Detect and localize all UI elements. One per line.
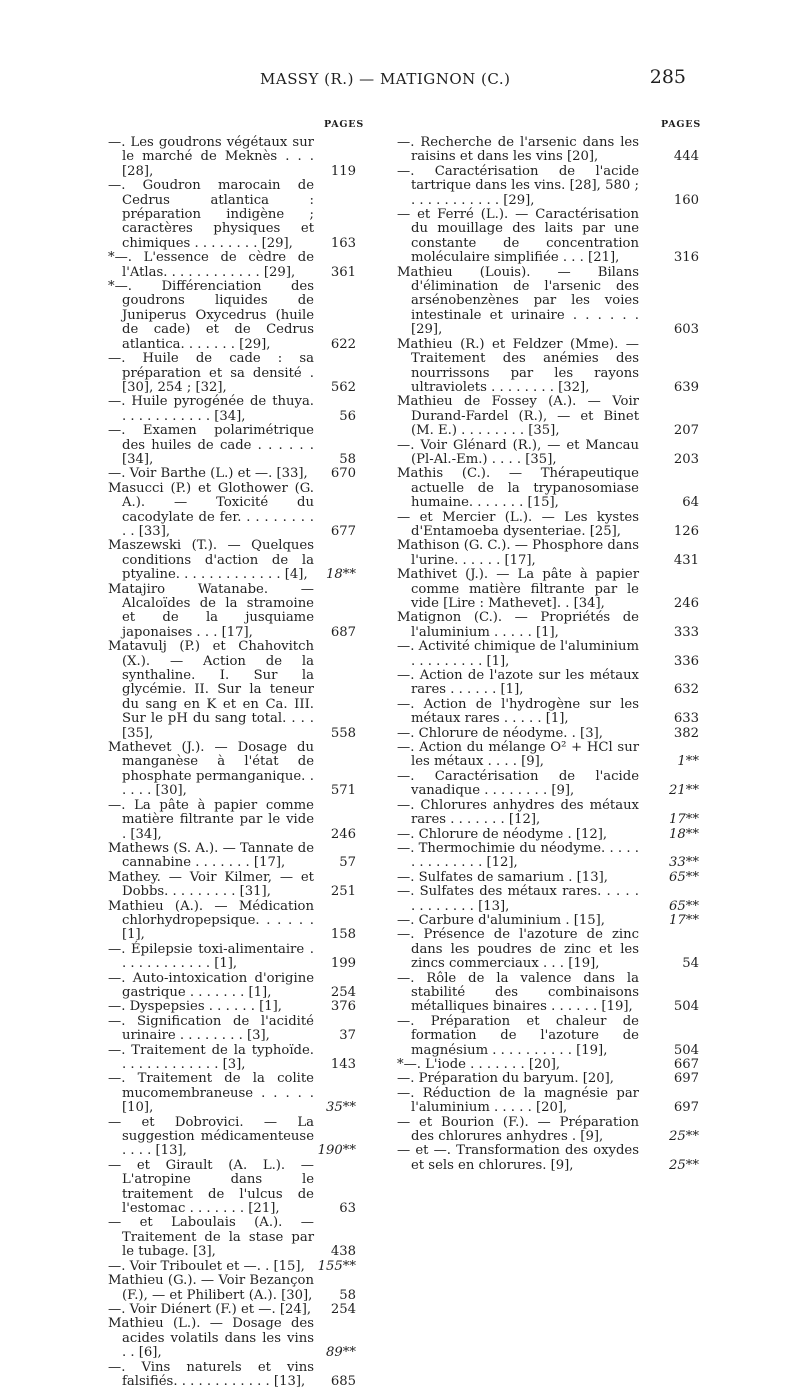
entry-page-number: 254 bbox=[330, 1301, 356, 1317]
index-entry bbox=[108, 179, 364, 251]
entry-text: Mathison (G. C.). — Phosphore dans l'urine. . . . . . [17], bbox=[397, 538, 639, 568]
entry-page-number: 190** bbox=[317, 1143, 356, 1159]
entry-page-number: 56 bbox=[339, 408, 356, 424]
entry-page-number: 504 bbox=[673, 1042, 699, 1058]
entry-text: —. Vins naturels et vins falsifiés. . . . . . . . . . . . [13], bbox=[108, 1359, 314, 1389]
entry-text: —. Les goudrons végétaux sur le marché de Meknès . . . [28], bbox=[108, 135, 314, 179]
entry-page-number: 54 bbox=[682, 956, 699, 972]
entry-text: Mathivet (J.). — La pâte à papier comme matière filtrante par le vide [Lire : Mathevet]. . [34], bbox=[397, 567, 639, 611]
entry-page-number: 431 bbox=[673, 552, 699, 568]
entry-text: — et Girault (A. L.). — L'atropine dans le traitement de l'ulcus de l'estomac . . . . . . . [21], bbox=[108, 1157, 314, 1217]
entry-page-number: 21** bbox=[669, 783, 699, 799]
entry-page-number: 37 bbox=[339, 1028, 356, 1044]
index-entry bbox=[108, 943, 364, 972]
entry-text: —. Activité chimique de l'aluminium . . . . . . . . . [1], bbox=[397, 639, 639, 669]
entry-page-number: 622 bbox=[330, 336, 356, 352]
index-entry bbox=[108, 1072, 364, 1115]
entry-text: — et Dobrovici. — La suggestion médicamenteuse . . . . [13], bbox=[108, 1114, 314, 1159]
entry-text: Masucci (P.) et Glothower (G. A.). — Toxicité du cacodylate de fer. . . . . . . . . . . [33], bbox=[108, 480, 314, 539]
entry-page-number: 155** bbox=[317, 1258, 356, 1274]
pages-column-heading: PAGES bbox=[323, 119, 364, 130]
entry-page-number: 333 bbox=[673, 624, 699, 640]
entry-page-number: 18** bbox=[669, 826, 699, 842]
entry-text: —. Action du mélange O² + HCl sur les métaux . . . . [9], bbox=[397, 740, 639, 770]
entry-text: —. Voir Glénard (R.), — et Mancau (Pl-Al.-Em.) . . . . [35], bbox=[397, 437, 639, 467]
entry-page-number: 444 bbox=[673, 149, 699, 165]
running-head: MASSY (R.) — MATIGNON (C.) bbox=[260, 70, 511, 88]
index-entry bbox=[108, 583, 364, 641]
entry-page-number: 158 bbox=[330, 927, 356, 943]
entry-page-number: 687 bbox=[330, 624, 356, 640]
entry-text: —. Caractérisation de l'acide vanadique . . . . . . . . [9], bbox=[397, 768, 639, 799]
index-entry bbox=[397, 741, 701, 770]
entry-page-number: 382 bbox=[673, 725, 699, 741]
index-entry bbox=[397, 568, 701, 611]
entry-page-number: 203 bbox=[673, 451, 699, 467]
index-entry bbox=[397, 1144, 701, 1173]
entry-page-number: 670 bbox=[330, 466, 356, 482]
index-entry bbox=[397, 972, 701, 1015]
entry-text: —. Action de l'azote sur les métaux rares . . . . . . [1], bbox=[397, 668, 639, 698]
index-entry bbox=[108, 871, 364, 900]
index-entry bbox=[397, 928, 701, 971]
index-entry bbox=[108, 741, 364, 799]
entry-text: —. Sulfates des métaux rares. . . . . . . . . . . . . [13], bbox=[397, 884, 639, 914]
index-entry bbox=[108, 424, 364, 467]
index-entry bbox=[108, 251, 364, 280]
entry-text: — et Laboulais (A.). — Traitement de la stase par le tubage. [3], bbox=[108, 1215, 314, 1260]
index-entry bbox=[397, 511, 701, 540]
entry-text: —. Rôle de la valence dans la stabilité des combinaisons métalliques binaires . . . . . . [19], bbox=[397, 970, 639, 1015]
entry-text: Mathieu (A.). — Médication chlorhydropepsique. . . . . . [1], bbox=[108, 898, 314, 943]
entry-page-number: 633 bbox=[673, 711, 699, 727]
index-entry bbox=[108, 1361, 364, 1389]
entry-text: —. Examen polarimétrique des huiles de cade . . . . . . [34], bbox=[108, 423, 314, 467]
entry-page-number: 25** bbox=[669, 1157, 699, 1173]
entry-page-number: 35** bbox=[326, 1100, 356, 1116]
entry-text: —. Sulfates de samarium . [13], bbox=[397, 869, 608, 885]
entry-text: —. Action de l'hydrogène sur les métaux rares . . . . . [1], bbox=[397, 696, 639, 727]
index-entry bbox=[108, 136, 364, 179]
index-entry bbox=[397, 266, 701, 338]
entry-text: —. Voir Triboulet et —. . [15], bbox=[108, 1258, 305, 1274]
entry-page-number: 17** bbox=[669, 912, 699, 928]
index-entry bbox=[397, 611, 701, 640]
entry-page-number: 207 bbox=[673, 423, 699, 439]
index-entry bbox=[397, 338, 701, 396]
entry-text: —. Chlorure de néodyme. . [3], bbox=[397, 725, 603, 741]
entry-text: —. Thermochimie du néodyme. . . . . . . . . . . . . . [12], bbox=[397, 840, 639, 871]
entry-page-number: 376 bbox=[330, 999, 356, 1015]
index-entry bbox=[108, 280, 364, 352]
entry-text: *—. Différenciation des goudrons liquides de Juniperus Oxycedrus (huile de cade) et de Cedrus atlantica. . . . . . . [29], bbox=[108, 279, 314, 352]
entry-page-number: 58 bbox=[339, 1287, 356, 1303]
index-entry bbox=[397, 439, 701, 468]
entry-text: Mathey. — Voir Kilmer, — et Dobbs. . . . . . . . . [31], bbox=[108, 869, 314, 900]
entry-text: Mathis (C.). — Thérapeutique actuelle de la trypanosomiase humaine. . . . . . . [15], bbox=[397, 466, 639, 511]
entry-page-number: 143 bbox=[330, 1057, 356, 1072]
entry-text: Maszewski (T.). — Quelques conditions d'action de la ptyaline. . . . . . . . . . . . . [4], bbox=[108, 538, 314, 583]
entry-list bbox=[397, 136, 701, 1173]
entry-text: Matignon (C.). — Propriétés de l'aluminium . . . . . [1], bbox=[397, 610, 639, 640]
index-column-right bbox=[397, 119, 701, 1173]
index-entry bbox=[108, 352, 364, 395]
entry-text: —. Caractérisation de l'acide tartrique dans les vins. [28], 580 ; . . . . . . . . . . . [29], bbox=[397, 163, 639, 208]
entry-page-number: 603 bbox=[673, 322, 699, 338]
entry-text: —. Auto-intoxication d'origine gastrique . . . . . . . [1], bbox=[108, 970, 314, 1000]
entry-text: —. Voir Barthe (L.) et —. [33], bbox=[108, 466, 308, 482]
entry-page-number: 246 bbox=[673, 596, 699, 611]
index-entry bbox=[108, 1260, 364, 1274]
entry-text: —. Préparation et chaleur de formation de l'azoture de magnésium . . . . . . . . . . [19], bbox=[397, 1013, 639, 1058]
index-entry bbox=[108, 1317, 364, 1360]
index-entry bbox=[108, 1015, 364, 1044]
index-entry bbox=[108, 539, 364, 582]
page-number: 285 bbox=[649, 66, 686, 88]
index-entry bbox=[397, 828, 701, 842]
index-entry bbox=[108, 1000, 364, 1014]
entry-page-number: 64 bbox=[682, 495, 699, 511]
entry-text: — et Mercier (L.). — Les kystes d'Entamoeba dysenteriae. [25], bbox=[397, 509, 639, 539]
index-entry bbox=[397, 1087, 701, 1116]
entry-text: Mathieu (Louis). — Bilans d'élimination de l'arsenic des arsénobenzènes par les voies intestinale et urinaire . . . . . . [29], bbox=[397, 264, 639, 338]
index-entry bbox=[397, 136, 701, 165]
index-entry bbox=[108, 1044, 364, 1073]
index-entry bbox=[397, 885, 701, 914]
entry-text: —. Dyspepsies . . . . . . [1], bbox=[108, 999, 282, 1015]
index-entry bbox=[108, 842, 364, 871]
entry-text: Mathieu (R.) et Feldzer (Mme). — Traitement des anémies des nourrissons par les rayons ultraviolets . . . . . . . . [32], bbox=[397, 336, 639, 395]
entry-page-number: 246 bbox=[330, 826, 356, 842]
entry-text: —. Voir Diénert (F.) et —. [24], bbox=[108, 1301, 312, 1317]
entry-page-number: 697 bbox=[673, 1100, 699, 1116]
index-entry bbox=[397, 467, 701, 510]
index-entry bbox=[397, 914, 701, 928]
entry-page-number: 632 bbox=[673, 682, 699, 698]
index-entry bbox=[108, 900, 364, 943]
entry-page-number: 126 bbox=[673, 523, 699, 539]
index-entry bbox=[108, 972, 364, 1001]
entry-page-number: 336 bbox=[673, 653, 699, 669]
entry-text: Mathieu de Fossey (A.). — Voir Durand-Fardel (R.), — et Binet (M. E.) . . . . . . . . [35], bbox=[397, 394, 639, 439]
index-entry bbox=[108, 482, 364, 540]
entry-page-number: 65** bbox=[669, 898, 699, 914]
index-entry bbox=[397, 842, 701, 871]
entry-text: — et Bourion (F.). — Préparation des chlorures anhydres . [9], bbox=[397, 1114, 639, 1145]
entry-text: —. Épilepsie toxi-alimentaire . . . . . . . . . . . . [1], bbox=[108, 941, 314, 972]
entry-text: —. Huile de cade : sa préparation et sa densité . [30], 254 ; [32], bbox=[108, 351, 314, 395]
index-entry bbox=[108, 799, 364, 842]
entry-page-number: 316 bbox=[673, 250, 699, 266]
entry-page-number: 58 bbox=[339, 451, 356, 467]
index-entry bbox=[397, 1058, 701, 1072]
index-column-left bbox=[108, 119, 364, 1389]
entry-page-number: 562 bbox=[330, 379, 356, 395]
index-entry bbox=[397, 727, 701, 741]
index-entry bbox=[397, 799, 701, 828]
entry-page-number: 685 bbox=[330, 1373, 356, 1389]
entry-page-number: 558 bbox=[330, 725, 356, 741]
index-entry bbox=[108, 1303, 364, 1317]
index-entry bbox=[108, 1216, 364, 1259]
entry-page-number: 504 bbox=[673, 999, 699, 1015]
entry-page-number: 119 bbox=[330, 163, 356, 179]
entry-page-number: 25** bbox=[669, 1129, 699, 1145]
entry-text: —. Chlorures anhydres des métaux rares . . . . . . . [12], bbox=[397, 797, 639, 828]
entry-text: —. Huile pyrogénée de thuya. . . . . . . . . . . . [34], bbox=[108, 394, 314, 424]
entry-text: Matavulj (P.) et Chahovitch (X.). — Action de la synthaline. I. Sur la glycémie. II. Sur la teneur du sang en K et en Ca. III. Sur le pH du sang total. . . . [35], bbox=[108, 639, 314, 741]
entry-page-number: 639 bbox=[673, 379, 699, 395]
entry-text: —. Présence de l'azoture de zinc dans les poudres de zinc et les zincs commerciaux . . . [19], bbox=[397, 927, 639, 972]
entry-page-number: 18** bbox=[326, 567, 356, 583]
entry-page-number: 33** bbox=[669, 855, 699, 871]
index-entry bbox=[397, 165, 701, 208]
entry-page-number: 163 bbox=[330, 235, 356, 251]
entry-page-number: 1** bbox=[677, 754, 699, 770]
entry-text: Mathews (S. A.). — Tannate de cannabine . . . . . . . [17], bbox=[108, 840, 314, 871]
entry-text: —. Carbure d'aluminium . [15], bbox=[397, 912, 605, 928]
entry-text: —. Préparation du baryum. [20], bbox=[397, 1071, 614, 1087]
entry-text: —. La pâte à papier comme matière filtrante par le vide . [34], bbox=[108, 797, 314, 842]
pages-column-heading: PAGES bbox=[660, 119, 701, 130]
index-entry bbox=[397, 1015, 701, 1058]
entry-page-number: 254 bbox=[330, 984, 356, 1000]
entry-text: —. Chlorure de néodyme . [12], bbox=[397, 826, 608, 842]
entry-page-number: 65** bbox=[669, 869, 699, 885]
entry-text: —. Traitement de la typhoïde. . . . . . . . . . . . . [3], bbox=[108, 1042, 314, 1072]
entry-text: *—. L'essence de cèdre de l'Atlas. . . . . . . . . . . . [29], bbox=[108, 250, 314, 280]
entry-page-number: 57 bbox=[339, 855, 356, 871]
index-entry bbox=[108, 395, 364, 424]
entry-text: — et —. Transformation des oxydes et sels en chlorures. [9], bbox=[397, 1143, 639, 1173]
entry-text: Matajiro Watanabe. — Alcaloïdes de la stramoine et de la jusquiame japonaises . . . [17], bbox=[108, 581, 314, 640]
entry-page-number: 361 bbox=[330, 264, 356, 280]
entry-text: Mathevet (J.). — Dosage du manganèse à l'état de phosphate permanganique. . . . . . [30], bbox=[108, 740, 314, 799]
entry-page-number: 571 bbox=[330, 783, 356, 799]
entry-list bbox=[108, 136, 364, 1389]
index-entry bbox=[397, 1072, 701, 1086]
index-entry bbox=[108, 1159, 364, 1217]
index-entry bbox=[397, 871, 701, 885]
entry-page-number: 17** bbox=[669, 812, 699, 828]
entry-page-number: 438 bbox=[330, 1244, 356, 1260]
entry-page-number: 199 bbox=[330, 956, 356, 972]
index-entry bbox=[397, 208, 701, 266]
entry-text: — et Ferré (L.). — Caractérisation du mouillage des laits par une constante de concentration moléculaire simplifiée . . . [21], bbox=[397, 207, 639, 266]
index-entry bbox=[108, 1274, 364, 1303]
index-entry bbox=[397, 539, 701, 568]
entry-text: Mathieu (G.). — Voir Bezançon (F.), — et Philibert (A.). [30], bbox=[108, 1273, 314, 1303]
entry-page-number: 63 bbox=[339, 1201, 356, 1217]
index-entry bbox=[108, 1116, 364, 1159]
entry-text: Mathieu (L.). — Dosage des acides volatils dans les vins . . [6], bbox=[108, 1316, 314, 1361]
index-entry bbox=[108, 640, 364, 741]
index-entry bbox=[397, 1116, 701, 1145]
entry-text: *—. L'iode . . . . . . . [20], bbox=[397, 1057, 561, 1072]
entry-page-number: 667 bbox=[673, 1057, 699, 1072]
entry-text: —. Signification de l'acidité urinaire . . . . . . . . [3], bbox=[108, 1013, 314, 1044]
index-entry bbox=[397, 669, 701, 698]
entry-text: —. Goudron marocain de Cedrus atlantica : préparation indigène ; caractères physiques et chimiques . . . . . . . . [29], bbox=[108, 178, 314, 251]
entry-page-number: 697 bbox=[673, 1071, 699, 1087]
entry-page-number: 89** bbox=[326, 1345, 356, 1361]
entry-text: —. Recherche de l'arsenic dans les raisins et dans les vins [20], bbox=[397, 135, 639, 165]
index-entry bbox=[397, 698, 701, 727]
index-entry bbox=[397, 640, 701, 669]
entry-text: —. Traitement de la colite mucomembraneuse . . . . . [10], bbox=[108, 1071, 314, 1116]
entry-text: —. Réduction de la magnésie par l'aluminium . . . . . [20], bbox=[397, 1085, 639, 1116]
index-entry bbox=[397, 395, 701, 438]
entry-page-number: 251 bbox=[330, 884, 356, 900]
index-entry bbox=[108, 467, 364, 481]
entry-page-number: 677 bbox=[330, 523, 356, 539]
entry-page-number: 160 bbox=[673, 192, 699, 208]
index-entry bbox=[397, 770, 701, 799]
